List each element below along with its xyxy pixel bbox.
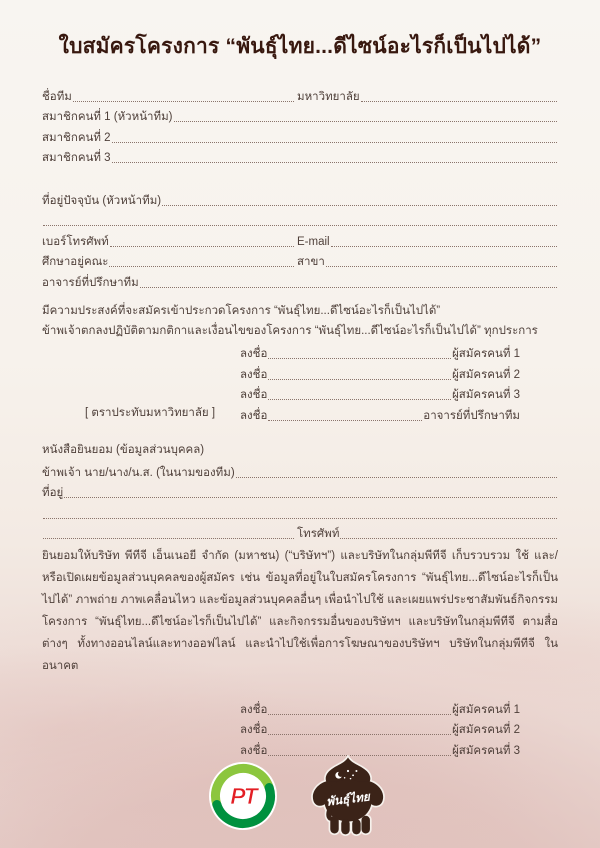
contact-section (42, 188, 558, 291)
team-name-label: ชื่อทีม (42, 90, 72, 103)
consent-signature-row-1 (240, 697, 520, 718)
signer-role: ผู้สมัครคนที่ 3 (452, 389, 520, 402)
consent-signature-block (42, 697, 558, 759)
consent-phone-row (42, 522, 558, 543)
member1-label: สมาชิกคนที่ 1 (หัวหน้าทีม) (42, 111, 173, 124)
member2-label: สมาชิกคนที่ 2 (42, 131, 111, 144)
sign-label: ลงชื่อ (240, 703, 268, 716)
member3-line (112, 162, 557, 163)
agree-line: ข้าพเจ้าตกลงปฏิบัติตามกติกาและเงื่อนไขของโครงการ “พันธุ์ไทย...ดีไซน์อะไรก็เป็นไปได้” ทุกประการ (42, 325, 538, 337)
university-line (361, 101, 557, 102)
phone-label: เบอร์โทรศัพท์ (42, 235, 109, 248)
address-continuation-row (42, 209, 558, 230)
sign-label: ลงชื่อ (240, 724, 268, 737)
major-line (326, 266, 557, 267)
current-address-label: ที่อยู่ปัจจุบัน (หัวหน้าทีม) (42, 194, 162, 207)
intent-line: มีความประสงค์ที่จะสมัครเข้าประกวดโครงการ “พันธุ์ไทย...ดีไซน์อะไรก็เป็นไปได้” (42, 304, 441, 317)
member3-row (42, 146, 558, 167)
signature-line (268, 358, 451, 359)
address-continuation-line (43, 225, 557, 226)
sign-label: ลงชื่อ (240, 389, 268, 402)
signer-role: ผู้สมัครคนที่ 1 (452, 348, 520, 361)
consent-name-label: ข้าพเจ้า นาย/นาง/น.ส. (ในนามของทีม) (42, 466, 235, 479)
consent-phone-line (340, 538, 557, 539)
consent-blank-line (43, 538, 294, 539)
sign-label: ลงชื่อ (240, 744, 268, 757)
consent-address-continuation-line (43, 518, 557, 519)
signer-role: ผู้สมัครคนที่ 2 (452, 368, 520, 381)
punthai-elephant-logo-icon (304, 755, 392, 836)
signer-role: อาจารย์ที่ปรึกษาทีม (423, 409, 520, 422)
member2-row (42, 125, 558, 146)
sign-label: ลงชื่อ (240, 348, 268, 361)
declaration-section (42, 301, 558, 424)
phone-line (110, 246, 294, 247)
member1-line (174, 121, 557, 122)
signature-line (268, 714, 451, 715)
team-name-row (42, 84, 558, 105)
consent-address-line (64, 497, 557, 498)
signature-line (268, 420, 422, 421)
consent-address-continuation-row (42, 501, 558, 522)
pt-logo-icon (208, 761, 278, 831)
page-title: ใบสมัครโครงการ “พันธุ์ไทย...ดีไซน์อะไรก็เป็นไปได้” (58, 35, 542, 58)
email-line (331, 246, 557, 247)
declaration-signature-row-2 (240, 362, 520, 383)
footer-logos (0, 755, 600, 836)
major-label: สาขา (297, 256, 325, 269)
faculty-label: ศึกษาอยู่คณะ (42, 256, 109, 269)
faculty-major-row (42, 250, 558, 271)
member2-line (112, 142, 557, 143)
signer-role: ผู้สมัครคนที่ 2 (452, 724, 520, 737)
advisor-label: อาจารย์ที่ปรึกษาทีม (42, 276, 139, 289)
consent-address-label: ที่อยู่ (42, 487, 64, 500)
advisor-row (42, 270, 558, 291)
signature-line (268, 379, 451, 380)
university-label: มหาวิทยาลัย (297, 90, 360, 103)
signature-line (268, 399, 451, 400)
signature-line (268, 734, 451, 735)
email-label: E-mail (297, 235, 330, 248)
consent-name-row (42, 460, 558, 481)
consent-signature-row-2 (240, 718, 520, 739)
sign-label: ลงชื่อ (240, 368, 268, 381)
consent-address-row (42, 481, 558, 502)
consent-heading: หนังสือยินยอม (ข้อมูลส่วนบุคคล) (42, 443, 205, 456)
advisor-line (140, 287, 557, 288)
university-seal-placeholder: [ ตราประทับมหาวิทยาลัย ] (85, 406, 216, 419)
signer-role: ผู้สมัครคนที่ 3 (452, 744, 520, 757)
declaration-signature-row-1 (240, 342, 520, 363)
consent-name-line (236, 477, 557, 478)
consent-section (42, 440, 558, 678)
consent-body-paragraph: ยินยอมให้บริษัท พีทีจี เอ็นเนอยี จำกัด (มหาชน) (“บริษัทฯ”) และบริษัทในกลุ่มพีทีจี เก็บรวบรวม ใช้ และ/หรือเปิดเผยข้อมูลส่วนบุคคลของผู้สมัคร เช่น ข้อมูลที่อยู่ในใบสมัครโครงการ “พันธุ์ไทย...ดีไซน์อะไรก็เป็นไปได้” ภาพถ่าย ภาพเคลื่อนไหว และข้อมูลส่วนบุคคลอื่นๆ เพื่อนำไปใช้ และเผยแพร่ประชาสัมพันธ์กิจกรรมโครงการ “พันธุ์ไทย...ดีไซน์อะไรก็เป็นไปได้” และกิจกรรมอื่นของบริษัทฯ และบริษัทในกลุ่มพีทีจี ตามสื่อต่างๆ ทั้งทางออนไลน์และทางออฟไลน์ และนำไปใช้เพื่อการโฆษณาของบริษัทฯ บริษัทในกลุ่มพีทีจี ในอนาคต (42, 550, 558, 672)
faculty-line (109, 266, 294, 267)
phone-email-row (42, 229, 558, 250)
member3-label: สมาชิกคนที่ 3 (42, 152, 111, 165)
team-section (42, 84, 558, 166)
current-address-row (42, 188, 558, 209)
consent-phone-label: โทรศัพท์ (297, 528, 340, 541)
punthai-logo-text: พันธุ์ไทย (325, 789, 371, 809)
team-name-line (73, 101, 294, 102)
member1-row (42, 105, 558, 126)
signer-role: ผู้สมัครคนที่ 1 (452, 703, 520, 716)
declaration-signature-row-3 (240, 383, 520, 404)
sign-label: ลงชื่อ (240, 409, 268, 422)
current-address-line (162, 205, 557, 206)
pt-logo-text: PT (230, 782, 256, 809)
declaration-signature-row-advisor (42, 403, 558, 424)
